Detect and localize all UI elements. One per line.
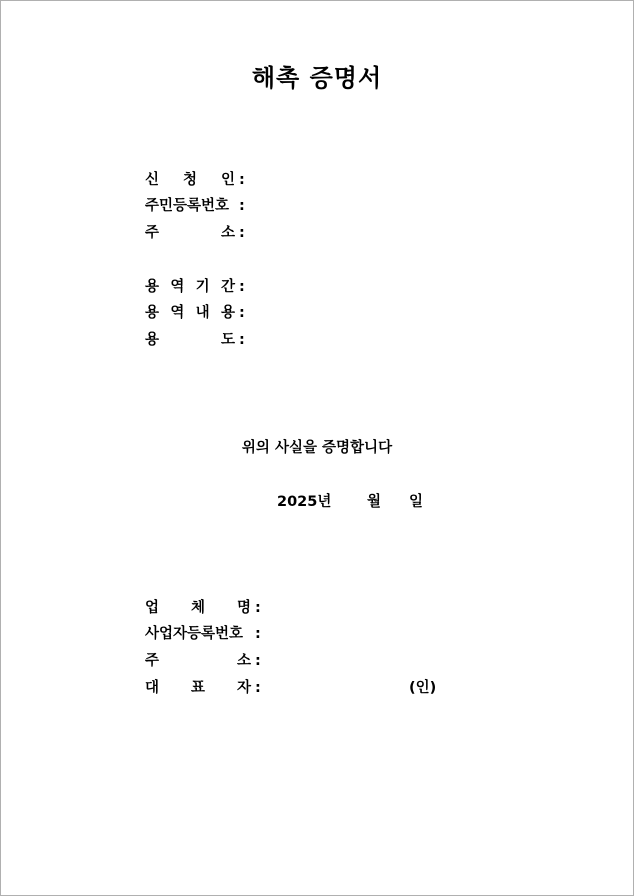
resident-number-row — [145, 196, 245, 216]
colon: : — [239, 225, 245, 241]
colon: : — [255, 653, 261, 669]
date-month: 월 — [367, 494, 382, 510]
resident-number-label: 주민등록번호 — [145, 198, 230, 214]
company-name-row — [145, 598, 261, 618]
colon: : — [255, 680, 261, 696]
colon: : — [239, 198, 245, 214]
company-name-label: 업 체 명 — [145, 600, 251, 616]
company-address-row — [145, 651, 261, 671]
colon: : — [239, 332, 245, 348]
business-number-row — [145, 624, 261, 644]
colon: : — [239, 279, 245, 295]
applicant-name-row — [145, 170, 245, 190]
colon: : — [239, 172, 245, 188]
purpose-label: 용 도 — [145, 332, 235, 348]
applicant-address-row — [145, 223, 245, 243]
applicant-address-label: 주 소 — [145, 225, 235, 241]
service-content-label: 용 역 내 용 — [145, 305, 235, 321]
representative-label: 대 표 자 — [145, 680, 251, 696]
purpose-row — [145, 330, 245, 350]
service-period-label: 용 역 기 간 — [145, 279, 235, 295]
company-address-label: 주 소 — [145, 653, 251, 669]
date-day: 일 — [409, 494, 424, 510]
colon: : — [255, 626, 261, 642]
applicant-name-label: 신 청 인 — [145, 172, 235, 188]
colon: : — [255, 600, 261, 616]
document-title: 해촉 증명서 — [251, 64, 383, 92]
certification-statement: 위의 사실을 증명합니다 — [241, 440, 393, 456]
date-year: 2025년 — [277, 494, 332, 510]
business-number-label: 사업자등록번호 — [145, 626, 244, 642]
colon: : — [239, 305, 245, 321]
service-period-row — [145, 277, 245, 297]
service-content-row — [145, 303, 245, 323]
seal-mark: (인) — [409, 680, 437, 696]
representative-row — [145, 678, 261, 698]
